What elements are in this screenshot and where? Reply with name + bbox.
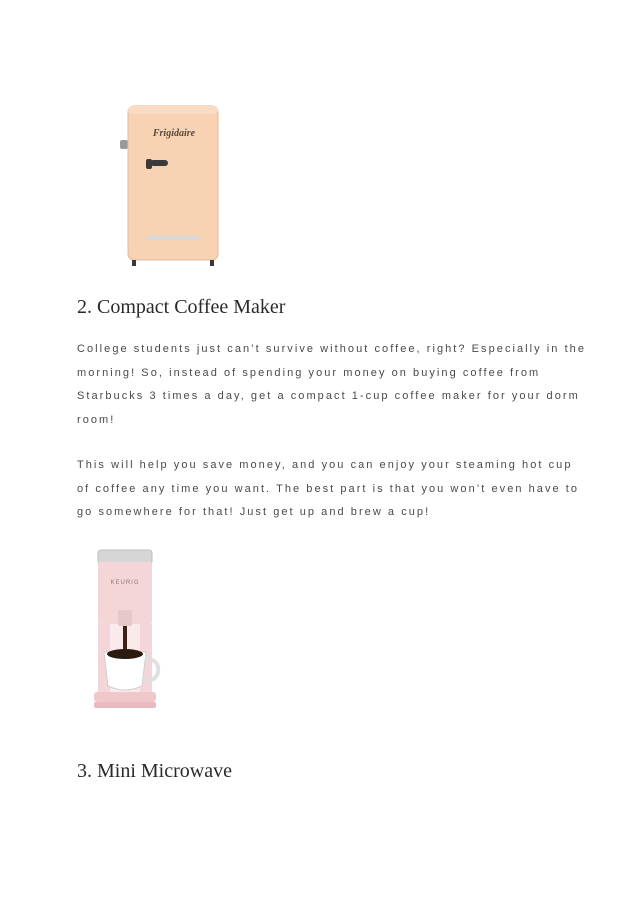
fridge-handle-mount xyxy=(146,159,152,169)
fridge-brand-logo: Frigidaire xyxy=(152,128,196,139)
fridge-foot-left xyxy=(132,260,136,266)
paragraph-line: room! xyxy=(77,414,116,427)
coffee-in-mug xyxy=(107,649,143,659)
paragraph-coffee-benefits xyxy=(77,454,580,525)
paragraph-line: go somewhere for that! Just get up and brew a cup! xyxy=(77,506,431,519)
section-heading-compact-coffee-maker: 2. Compact Coffee Maker xyxy=(77,296,286,318)
paragraph-line: of coffee any time you want. The best part is that you won’t even have to xyxy=(77,482,580,495)
coffee-maker-drip-tray xyxy=(94,692,156,702)
coffee-maker-image xyxy=(86,548,168,718)
paragraph-line: This will help you save money, and you can enjoy your steaming hot cup xyxy=(77,459,573,471)
fridge-top xyxy=(128,106,218,114)
coffee-maker-brand: KEURIG xyxy=(110,580,140,586)
coffee-stream xyxy=(123,626,127,652)
mini-fridge-image xyxy=(118,104,222,268)
fridge-vent xyxy=(146,236,200,240)
coffee-maker-lid xyxy=(98,550,152,564)
fridge-hinge xyxy=(120,140,128,149)
paragraph-line: College students just can’t survive without coffee, right? Especially in the xyxy=(77,343,587,355)
section-heading-mini-microwave: 3. Mini Microwave xyxy=(77,760,232,782)
paragraph-line: Starbucks 3 times a day, get a compact 1-cup coffee maker for your dorm xyxy=(77,390,580,403)
coffee-maker-base xyxy=(94,702,156,708)
paragraph-coffee-intro xyxy=(77,338,587,433)
fridge-handle xyxy=(150,160,168,166)
paragraph-line: morning! So, instead of spending your money on buying coffee from xyxy=(77,366,541,379)
fridge-foot-right xyxy=(210,260,214,266)
coffee-maker-spout xyxy=(118,610,132,626)
